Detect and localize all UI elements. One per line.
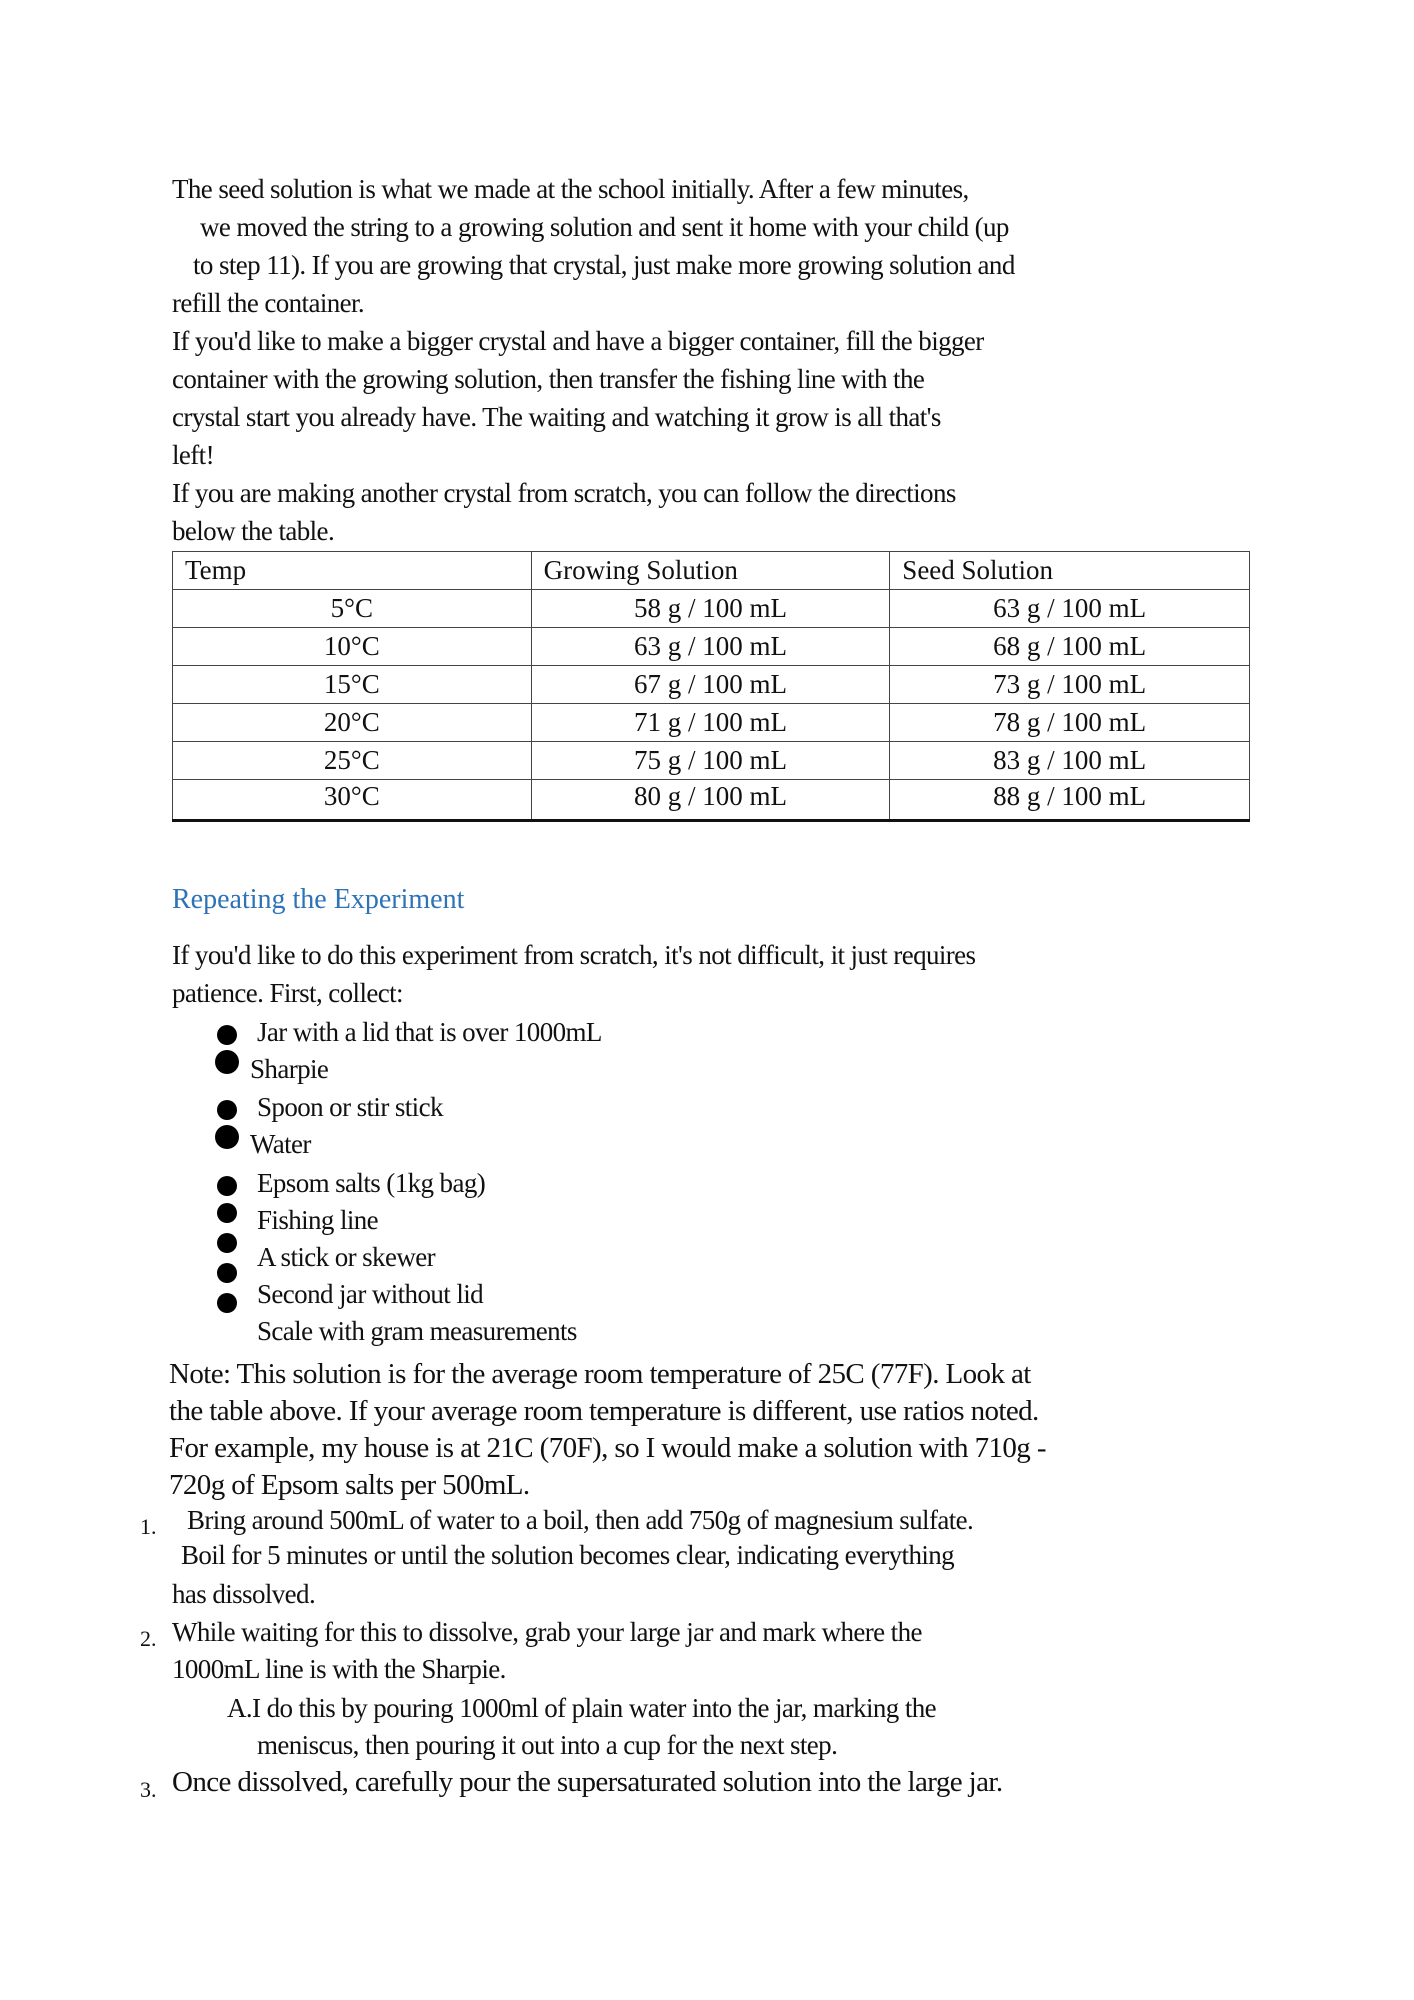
text-line: Boil for 5 minutes or until the solution becomes clear, indicating everything: [181, 1540, 955, 1570]
seed-cell: 63 g / 100 mL: [890, 590, 1250, 628]
table-row: [173, 666, 1250, 704]
temp-cell: 30°C: [173, 780, 532, 821]
text-line: Note: This solution is for the average room temperature of 25C (77F). Look at: [169, 1358, 1031, 1390]
growing-cell: 58 g / 100 mL: [531, 590, 890, 628]
list-item: Spoon or stir stick: [257, 1092, 443, 1122]
table-row: [173, 628, 1250, 666]
seed-cell: 83 g / 100 mL: [890, 742, 1250, 780]
step-number: 1.: [140, 1514, 157, 1539]
section-heading: Repeating the Experiment: [172, 884, 465, 915]
text-line: Bring around 500mL of water to a boil, then add 750g of magnesium sulfate.: [187, 1505, 974, 1535]
list-item: Scale with gram measurements: [257, 1316, 577, 1346]
text-line: the table above. If your average room temperature is different, use ratios noted.: [169, 1395, 1039, 1427]
growing-cell: 71 g / 100 mL: [531, 704, 890, 742]
growing-cell: 67 g / 100 mL: [531, 666, 890, 704]
text-line: crystal start you already have. The waiting and watching it grow is all that's: [172, 402, 941, 432]
text-line: left!: [172, 440, 214, 470]
bullet-icon: [217, 1293, 237, 1313]
text-line: 720g of Epsom salts per 500mL.: [169, 1469, 530, 1501]
text-line: 1000mL line is with the Sharpie.: [172, 1654, 506, 1684]
solution-table: [172, 551, 1250, 822]
list-item: Fishing line: [257, 1205, 379, 1235]
bullet-icon: [217, 1233, 237, 1253]
text-line: If you'd like to do this experiment from scratch, it's not difficult, it just requires: [172, 940, 976, 970]
text-line: patience. First, collect:: [172, 978, 403, 1008]
text-line: has dissolved.: [172, 1579, 316, 1609]
table-row: [173, 704, 1250, 742]
bullet-icon: [217, 1100, 237, 1120]
seed-cell: 78 g / 100 mL: [890, 704, 1250, 742]
header-seed-solution: Seed Solution: [890, 552, 1250, 590]
temp-cell: 5°C: [173, 590, 532, 628]
temp-cell: 10°C: [173, 628, 532, 666]
text-line: we moved the string to a growing solution and sent it home with your child (up: [200, 212, 1009, 242]
bullet-icon: [217, 1176, 237, 1196]
seed-cell: 68 g / 100 mL: [890, 628, 1250, 666]
growing-cell: 75 g / 100 mL: [531, 742, 890, 780]
table-row: [173, 780, 1250, 821]
list-item: A stick or skewer: [257, 1242, 436, 1272]
list-item: Epsom salts (1kg bag): [257, 1168, 486, 1198]
list-item: Jar with a lid that is over 1000mL: [257, 1017, 602, 1047]
table-row: [173, 742, 1250, 780]
bullet-icon: [215, 1050, 239, 1074]
bullet-icon: [217, 1203, 237, 1223]
sub-step-line: A.I do this by pouring 1000ml of plain water into the jar, marking the: [227, 1693, 937, 1723]
seed-cell: 73 g / 100 mL: [890, 666, 1250, 704]
text-line: container with the growing solution, then transfer the fishing line with the: [172, 364, 925, 394]
table-header-row: [173, 552, 1250, 590]
text-line: refill the container.: [172, 288, 365, 318]
seed-cell: 88 g / 100 mL: [890, 780, 1250, 821]
sub-step-line: meniscus, then pouring it out into a cup for the next step.: [257, 1730, 838, 1760]
temp-cell: 25°C: [173, 742, 532, 780]
text-line: below the table.: [172, 516, 335, 546]
text-line: to step 11). If you are growing that crystal, just make more growing solution and: [193, 250, 1015, 280]
step-number: 3.: [140, 1777, 157, 1802]
bullet-icon: [215, 1125, 239, 1149]
bullet-icon: [217, 1263, 237, 1283]
table-row: [173, 590, 1250, 628]
step-number: 2.: [140, 1626, 157, 1651]
text-line: Once dissolved, carefully pour the supersaturated solution into the large jar.: [172, 1766, 1003, 1798]
list-item: Second jar without lid: [257, 1279, 484, 1309]
growing-cell: 63 g / 100 mL: [531, 628, 890, 666]
text-line: While waiting for this to dissolve, grab your large jar and mark where the: [172, 1617, 922, 1647]
text-line: The seed solution is what we made at the school initially. After a few minutes,: [172, 174, 969, 204]
text-line: For example, my house is at 21C (70F), so I would make a solution with 710g -: [169, 1432, 1046, 1464]
header-temp: Temp: [173, 552, 532, 590]
temp-cell: 15°C: [173, 666, 532, 704]
list-item: Sharpie: [250, 1054, 329, 1084]
text-line: If you are making another crystal from scratch, you can follow the directions: [172, 478, 956, 508]
growing-cell: 80 g / 100 mL: [531, 780, 890, 821]
header-growing-solution: Growing Solution: [531, 552, 890, 590]
list-item: Water: [250, 1129, 311, 1159]
temp-cell: 20°C: [173, 704, 532, 742]
bullet-icon: [217, 1025, 237, 1045]
text-line: If you'd like to make a bigger crystal and have a bigger container, fill the bigger: [172, 326, 984, 356]
